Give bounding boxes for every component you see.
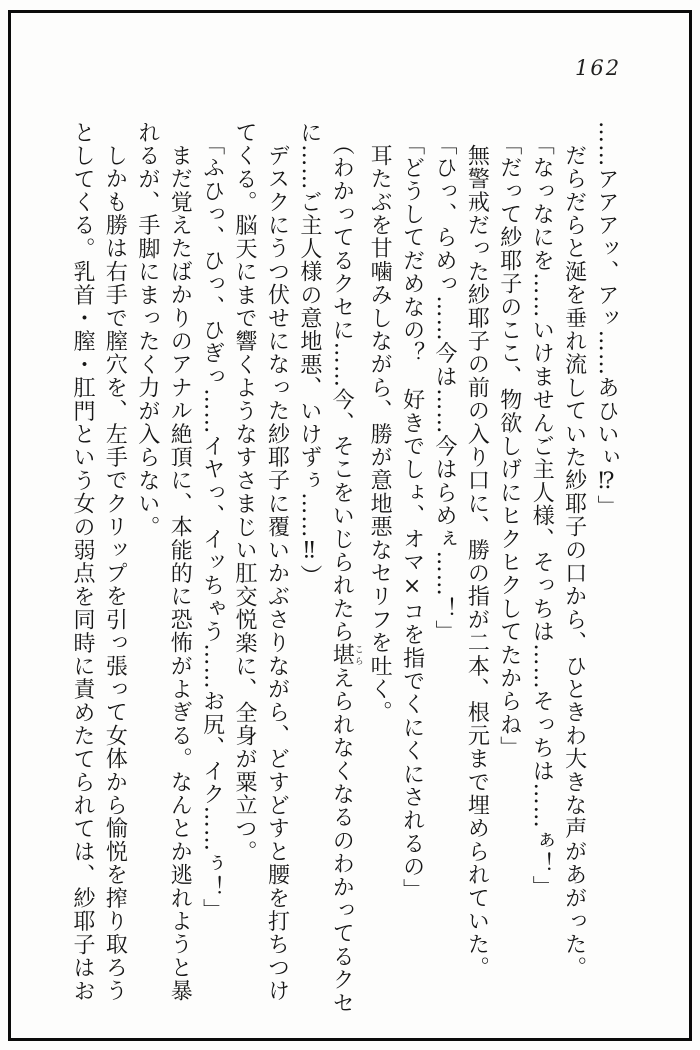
text-column: 「だって紗耶子のここ、物欲しげにヒクヒクしてたからね」 [496, 132, 522, 759]
text-column: としてくる。乳首・膣・肛門という女の弱点を同時に責めたてられては、紗耶子はお [70, 121, 95, 1003]
text-column: れるが、手脚にまったく力が入らない。 [134, 121, 160, 539]
text-column: に……ご主人様の意地悪、いけずぅ……‼） [296, 121, 322, 588]
ruby-annotation: 堪こら [329, 643, 363, 667]
text-column: デスクにうつ伏せになった紗耶子に覆いかぶさりながら、どすどすと腰を打ちつけ [264, 144, 290, 1003]
text-column: 「なっなにを……いけませんご主人様、そっちは……そっちは……ぁ！」 [529, 132, 555, 899]
text-column: てくる。脳天にまで響くようなすさまじい肛交悦楽に、全身が粟立つ。 [232, 121, 258, 864]
text-column: 「ひっ、らめっ……今は……今はらめぇ……！」 [431, 132, 457, 643]
text-column: 無警戒だった紗耶子の前の入り口に、勝の指が二本、根元まで埋められていた。 [464, 144, 490, 980]
text-column: まだ覚えたばかりのアナル絶頂に、本能的に恐怖がよぎる。なんとか逃れようと暴 [167, 144, 193, 1003]
vertical-text-block [66, 121, 622, 1017]
text-column: しかも勝は右手で膣穴を、左手でクリップを引っ張って女体から愉悦を搾り取ろう [102, 144, 128, 1003]
text-column: だらだらと涎を垂れ流していた紗耶子の口から、ひときわ大きな声があがった。 [561, 144, 587, 980]
text-column: （わかってるクセに……今、そこをいじられたら堪こらえられなくなるのわかってるクセ [329, 132, 363, 1015]
page-number: 162 [575, 56, 622, 80]
text-column: 耳たぶを甘噛みしながら、勝が意地悪なセリフを吐く。 [367, 144, 393, 725]
text-column: 「ふひっ、ひっ、ひぎっ……イヤっ、イッちゃう……お尻、イク……ぅ！」 [199, 132, 225, 922]
text-column: ……アアアッ、アッ……あひいぃ⁉」 [594, 121, 619, 519]
text-column: 「どうしてだめなの？ 好きでしょ、オマ×コを指でくにくにされるの」 [399, 132, 425, 902]
